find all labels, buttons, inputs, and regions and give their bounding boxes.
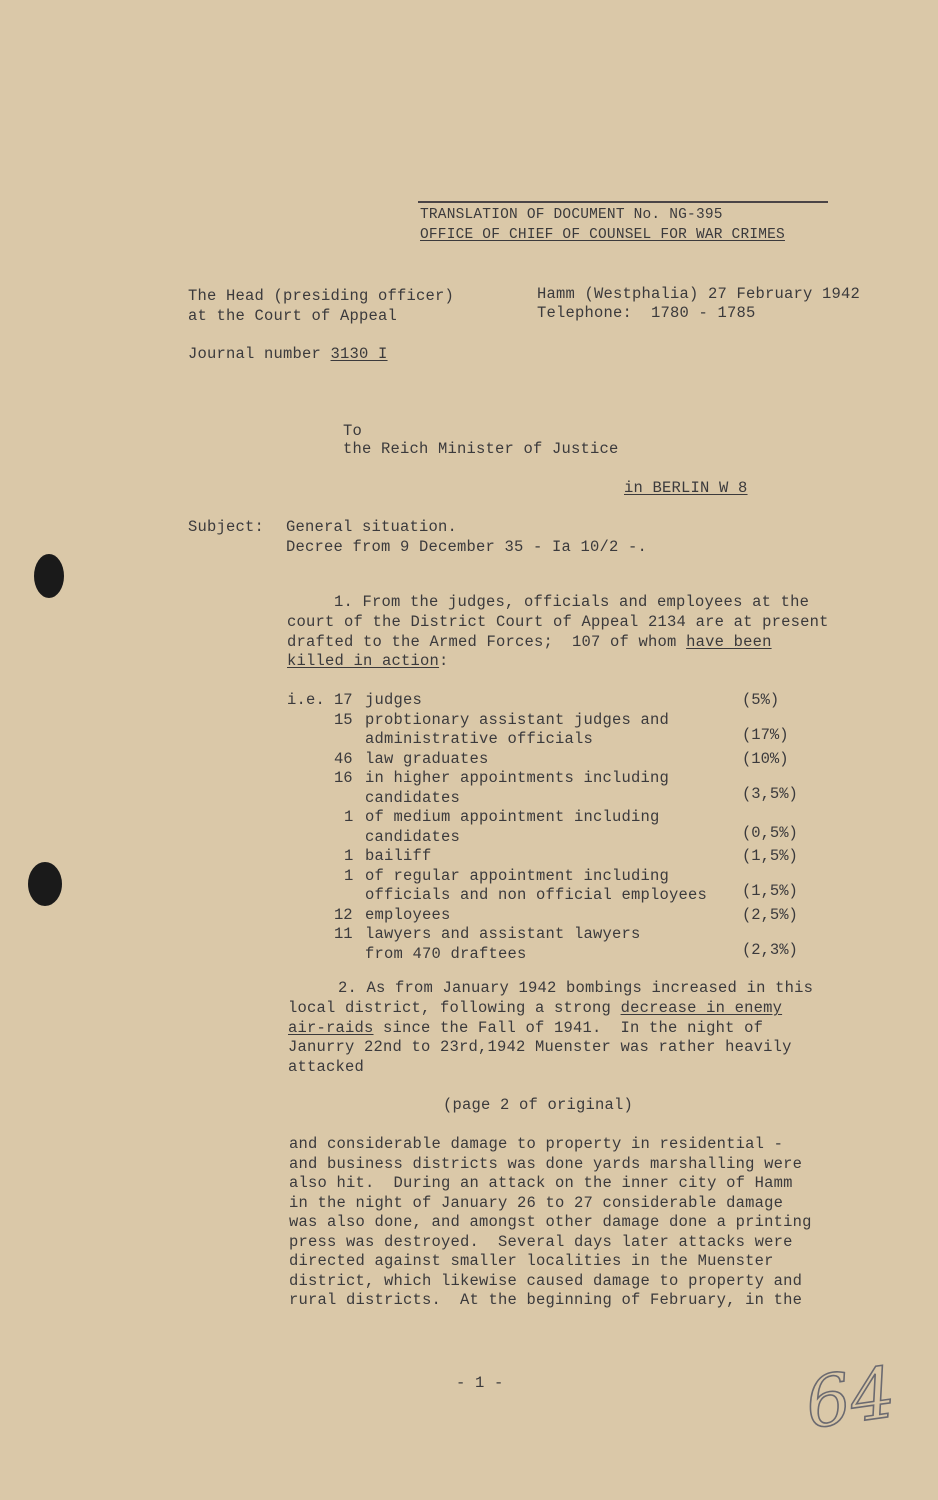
casualty-count: 46 bbox=[334, 749, 353, 768]
casualty-percent: (2,5%) bbox=[742, 905, 798, 924]
telephone: Telephone: 1780 - 1785 bbox=[537, 304, 756, 322]
casualty-description: candidates bbox=[365, 827, 461, 846]
page-marker: (page 2 of original) bbox=[443, 1096, 634, 1114]
casualty-description: of regular appointment including bbox=[365, 866, 670, 885]
casualty-count: 1 bbox=[344, 866, 354, 885]
punch-hole-bottom bbox=[28, 862, 62, 906]
page-number: - 1 - bbox=[456, 1374, 504, 1392]
para1-colon: : bbox=[439, 652, 449, 670]
casualty-percent: (5%) bbox=[742, 691, 780, 709]
casualty-description: candidates bbox=[365, 788, 461, 807]
journal-line bbox=[188, 345, 388, 363]
handwritten-annotation-text: 64 bbox=[800, 1351, 900, 1445]
para3-line: district, which likewise caused damage to property and bbox=[289, 1271, 803, 1290]
para1-line2: court of the District Court of Appeal 2134 are at present bbox=[287, 613, 829, 631]
sender-line1: The Head (presiding officer) bbox=[188, 287, 455, 305]
para2-line3 bbox=[288, 1019, 763, 1037]
casualty-description: law graduates bbox=[365, 749, 489, 768]
casualty-description: bailiff bbox=[365, 847, 432, 865]
para3-line: also hit. During an attack on the inner city of Hamm bbox=[289, 1174, 793, 1192]
para2-line2-text: local district, following a strong bbox=[288, 999, 621, 1017]
para1-line3 bbox=[287, 633, 772, 651]
para1-emphasis: have been bbox=[686, 633, 772, 651]
sender-line2: at the Court of Appeal bbox=[188, 307, 398, 325]
casualty-count: 1 bbox=[344, 847, 354, 865]
subject-label: Subject: bbox=[188, 518, 265, 536]
punch-hole-top bbox=[34, 554, 64, 598]
casualty-description: officials and non official employees bbox=[365, 886, 708, 904]
casualty-percent: (10%) bbox=[742, 749, 789, 768]
casualty-percent: (17%) bbox=[742, 726, 789, 744]
casualty-percent: (1,5%) bbox=[742, 882, 798, 900]
para2-emphasis-2: air-raids bbox=[288, 1019, 374, 1037]
casualty-description: judges bbox=[365, 691, 423, 709]
casualty-count: 1 bbox=[344, 808, 354, 826]
casualty-percent: (3,5%) bbox=[742, 784, 798, 803]
journal-label: Journal number bbox=[188, 345, 331, 363]
casualty-description: administrative officials bbox=[365, 730, 594, 748]
casualty-count: 16 bbox=[334, 769, 353, 787]
recipient-name: the Reich Minister of Justice bbox=[343, 440, 619, 458]
para1-line3-text: drafted to the Armed Forces; 107 of whom bbox=[287, 633, 687, 651]
casualty-description: probtionary assistant judges and bbox=[365, 710, 670, 729]
para3-line: and business districts was done yards marshalling were bbox=[289, 1154, 803, 1173]
casualty-count: 11 bbox=[334, 925, 353, 943]
para1-line4 bbox=[287, 652, 449, 670]
casualty-description: from 470 draftees bbox=[365, 944, 527, 963]
para3-line: directed against smaller localities in the Muenster bbox=[289, 1252, 774, 1270]
casualty-count: 17 bbox=[334, 691, 353, 709]
para2-line3-text: since the Fall of 1941. In the night of bbox=[373, 1019, 764, 1037]
recipient-to: To bbox=[343, 422, 363, 440]
place-date: Hamm (Westphalia) 27 February 1942 bbox=[537, 285, 861, 303]
casualty-description: employees bbox=[365, 905, 451, 924]
para3-line: in the night of January 26 to 27 considerable damage bbox=[289, 1193, 784, 1212]
para1-killed: killed in action bbox=[287, 652, 440, 670]
para3-line: press was destroyed. Several days later attacks were bbox=[289, 1232, 793, 1251]
subject-line2: Decree from 9 December 35 - Ia 10/2 -. bbox=[286, 538, 648, 556]
para2-line2 bbox=[288, 999, 782, 1017]
casualty-description: lawyers and assistant lawyers bbox=[365, 925, 641, 943]
header-rule bbox=[418, 201, 828, 203]
casualty-description: in higher appointments including bbox=[365, 769, 670, 787]
para3-line: rural districts. At the beginning of February, in the bbox=[289, 1291, 803, 1309]
header-translation: TRANSLATION OF DOCUMENT No. NG-395 bbox=[420, 207, 723, 223]
para3-line: and considerable damage to property in residential - bbox=[289, 1135, 784, 1153]
casualty-percent: (0,5%) bbox=[742, 823, 798, 842]
journal-number: 3130 I bbox=[330, 345, 388, 363]
para2-line1: 2. As from January 1942 bombings increased in this bbox=[338, 979, 814, 997]
casualty-description: of medium appointment including bbox=[365, 808, 660, 826]
para2-line5: attacked bbox=[288, 1058, 365, 1076]
handwritten-annotation-icon bbox=[800, 1340, 900, 1450]
casualty-percent: (1,5%) bbox=[742, 847, 798, 865]
recipient-city: in BERLIN W 8 bbox=[624, 479, 748, 497]
casualty-count: 12 bbox=[334, 905, 353, 924]
para1-line1: 1. From the judges, officials and employees at the bbox=[334, 593, 810, 611]
casualty-prefix: i.e. bbox=[287, 691, 326, 709]
para2-emphasis-1: decrease in enemy bbox=[620, 999, 783, 1017]
para2-line4: Janurry 22nd to 23rd,1942 Muenster was rather heavily bbox=[288, 1038, 792, 1056]
subject-line1: General situation. bbox=[286, 518, 458, 536]
casualty-percent: (2,3%) bbox=[742, 940, 798, 959]
header-office: OFFICE OF CHIEF OF COUNSEL FOR WAR CRIMES bbox=[420, 227, 785, 243]
casualty-count: 15 bbox=[334, 710, 353, 729]
para3-line: was also done, and amongst other damage done a printing bbox=[289, 1213, 812, 1231]
